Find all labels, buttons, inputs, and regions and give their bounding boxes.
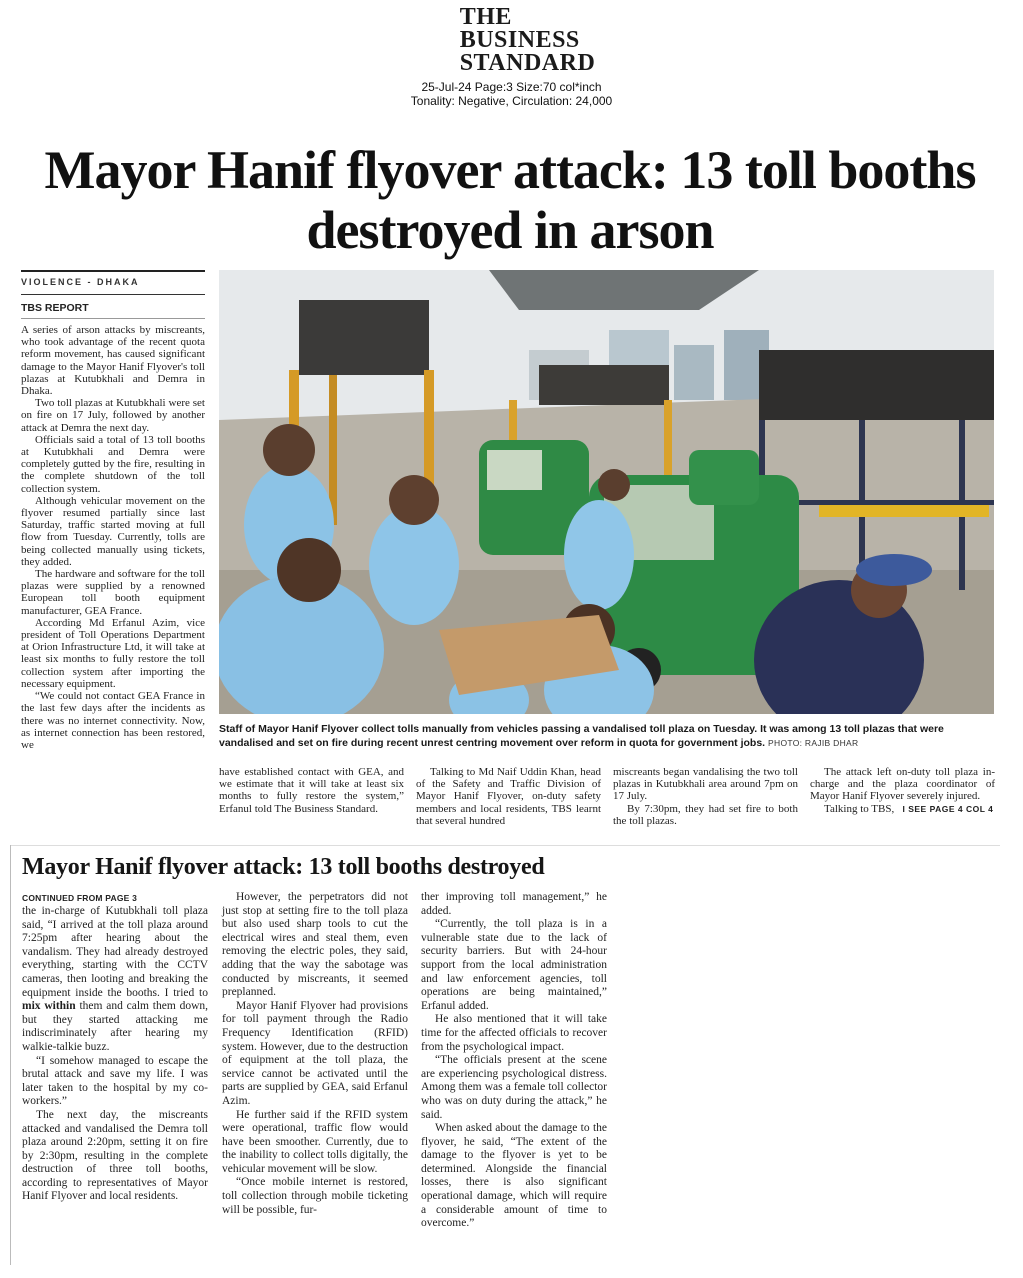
- article-column-2: [219, 766, 404, 815]
- paragraph: A series of arson attacks by miscreants, who took advantage of the recent quota reform movement, has caused significant damage to the Mayor Hanif Flyover's toll plazas at Kutubkhali and Demra in Dhaka.: [21, 324, 205, 398]
- article-column-1: [21, 324, 205, 751]
- kicker-section: VIOLENCE: [21, 277, 84, 287]
- paragraph-text: them and calm them down, but they started attacking me indiscriminately after hearing my walkie-talkie buzz.: [22, 1000, 208, 1053]
- clipping-meta: [0, 80, 1023, 108]
- caption-text: Staff of Mayor Hanif Flyover collect tolls manually from vehicles passing a vandalised toll plaza on Tuesday. It was among 13 toll plazas that were vandalised and set on fire during recent unrest centring movement over reform in quota for government jobs.: [219, 723, 944, 749]
- news-photo: [219, 270, 994, 714]
- headline-line-2: destroyed in arson: [306, 200, 714, 260]
- paragraph: The attack left on-duty toll plaza in-charge and the plaza coordinator of Mayor Hanif Flyover severely injured.: [810, 766, 995, 803]
- continuation-column-3: [421, 891, 607, 1231]
- kicker-rule: [21, 294, 205, 295]
- photo-caption: [219, 723, 999, 750]
- article-headline: [10, 140, 1010, 260]
- paragraph: Two toll plazas at Kutubkhali were set on fire on 17 July, followed by another attack at Demra the next day.: [21, 397, 205, 434]
- continuation-rule-left: [10, 845, 11, 1265]
- paragraph: Mayor Hanif Flyover had provisions for toll payment through the Radio Frequency Identification (RFID) system. However, due to the destruction of equipment at the toll plaza, the service cannot be activated until the parts are supplied by GEA, said Erfanul Azim.: [222, 999, 408, 1107]
- paragraph: When asked about the damage to the flyover, he said, “The extent of the damage to the flyover is yet to be determined. Alongside the financial losses, there is also significant operational damage, which will require a considerable amount of time to overcome.”: [421, 1122, 607, 1230]
- paragraph: However, the perpetrators did not just stop at setting fire to the toll plaza but also used sharp tools to cut the electrical wires and steal them, even removing the electric poles, they said, adding that the way the sabotage was conducted by miscreants, it seemed preplanned.: [222, 891, 408, 999]
- toll-plaza-illustration: [219, 270, 994, 714]
- masthead: [0, 6, 1023, 75]
- see-page-jump: I SEE PAGE 4 COL 4: [902, 803, 994, 814]
- paragraph: According Md Erfanul Azim, vice president of Toll Operations Department at Orion Infrastructure Ltd, it will take at least six months to fully restore the toll collection system after importing the necessary equipment.: [21, 616, 205, 690]
- paragraph: “The officials present at the scene are experiencing psychological distress. Among them was a female toll collector who was on duty during the attack,” he said.: [421, 1054, 607, 1121]
- paragraph: By 7:30pm, they had set fire to both the toll plazas.: [613, 802, 798, 827]
- paragraph: Officials said a total of 13 toll booths at Kutubkhali and Demra were completely gutted by the fire, resulting in the complete shutdown of the toll collection system.: [21, 433, 205, 495]
- clipping-meta-line-2: Tonality: Negative, Circulation: 24,000: [410, 94, 613, 108]
- continuation-column-1: [22, 905, 208, 1204]
- logo-line-1: THE: [459, 4, 512, 30]
- photo-credit: PHOTO: RAJIB DHAR: [768, 737, 859, 748]
- bold-phrase: mix within: [22, 1000, 76, 1013]
- paragraph: [810, 803, 995, 815]
- paragraph: “I somehow managed to escape the brutal attack and save my life. I was later taken to the hospital by my co-workers.”: [22, 1054, 208, 1108]
- paragraph: The next day, the miscreants attacked and vandalised the Demra toll plaza around 2:20pm, setting it on fire by 2:30pm, resulting in the complete destruction of three toll booths, according to representatives of Mayor Hanif Flyover and local residents.: [22, 1108, 208, 1203]
- clipping-meta-line-1: 25-Jul-24 Page:3 Size:70 col*inch: [421, 80, 602, 94]
- continued-from-label: CONTINUED FROM PAGE 3: [22, 893, 138, 903]
- paragraph: The hardware and software for the toll plazas were supplied by a renowned European toll booth equipment manufacturer, GEA France.: [21, 568, 205, 617]
- continuation-rule-top: [10, 845, 1000, 846]
- paragraph: “Currently, the toll plaza is in a vulnerable state due to the lack of security barriers. But with 24-hour support from the local administration and law enforcement agencies, toll operations are being maintained,” Erfanul added.: [421, 918, 607, 1012]
- paragraph: Talking to Md Naif Uddin Khan, head of the Safety and Traffic Division of Mayor Hanif Flyover, on-duty safety members and local residents, TBS learnt that several hundred: [416, 766, 601, 827]
- headline-line-1: Mayor Hanif flyover attack: 13 toll booths: [44, 140, 976, 200]
- article-column-5: [810, 766, 995, 815]
- continuation-headline: Mayor Hanif flyover attack: 13 toll booths destroyed: [22, 854, 545, 880]
- article-column-3: [416, 766, 601, 827]
- paragraph-text: the in-charge of Kutubkhali toll plaza said, “I arrived at the toll plaza around 7:25pm after hearing about the vandalism. They had already destroyed everything, starting with the CCTV cameras, then looting and breaking the equipment inside the booths. I tried to: [22, 905, 208, 999]
- paragraph: have established contact with GEA, and we estimate that it will take at least six months to fully restore the system,” Erfanul told The Business Standard.: [219, 766, 404, 815]
- paragraph: “We could not contact GEA France in the last few days after the incidents as there was no internet connectivity. Now, as internet connection has been restored, we: [21, 690, 205, 751]
- byline-rule: [21, 318, 205, 319]
- paragraph: Although vehicular movement on the flyover resumed partially since last Saturday, traffic started moving at full flow from Tuesday. Currently, tolls are being collected manually using tickets, they added.: [21, 494, 205, 568]
- article-column-4: [613, 766, 798, 827]
- paragraph-text: Talking to TBS,: [824, 802, 895, 815]
- section-kicker: [21, 277, 140, 287]
- kicker-dash: -: [87, 277, 93, 287]
- kicker-place: DHAKA: [97, 277, 140, 287]
- paragraph: miscreants began vandalising the two toll plazas in Kutubkhali area around 7pm on 17 July.: [613, 766, 798, 803]
- continuation-column-2: [222, 891, 408, 1217]
- newspaper-logo: [428, 6, 596, 75]
- paragraph: “Once mobile internet is restored, toll collection through mobile ticketing will be possible, fur-: [222, 1176, 408, 1216]
- byline: TBS REPORT: [21, 302, 89, 314]
- paragraph: ther improving toll management,” he added.: [421, 891, 607, 917]
- paragraph: [22, 905, 208, 1055]
- logo-line-2: BUSINESS: [459, 27, 580, 53]
- paragraph: He further said if the RFID system were operational, traffic flow would have been smoother. Currently, due to the inability to collect tolls digitally, the vehicular movement will be slow.: [222, 1108, 408, 1175]
- logo-line-3: STANDARD: [459, 50, 596, 76]
- paragraph: He also mentioned that it will take time for the affected officials to recover from the psychological impact.: [421, 1013, 607, 1053]
- kicker-rule-top: [21, 270, 205, 272]
